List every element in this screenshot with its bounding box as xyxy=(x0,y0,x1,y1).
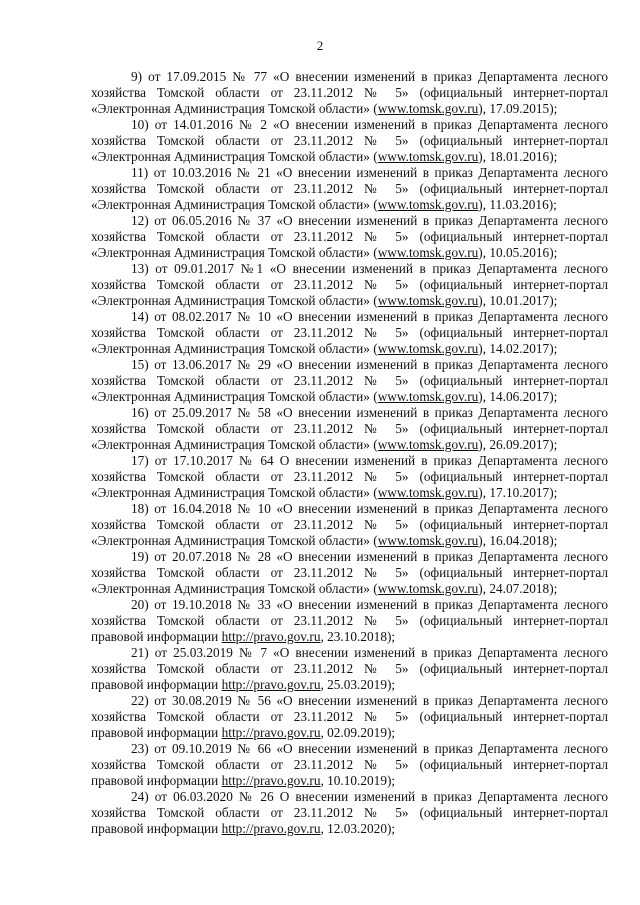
entry-heading-line: 15) от 13.06.2017 № 29 «О внесении изменений в приказ Департамента лесного xyxy=(131,357,608,372)
entry-middle-line: хозяйства Томской области от 23.11.2012 № 5» (официальный интернет-портал xyxy=(91,229,608,244)
source-prefix: правовой информации xyxy=(91,773,222,788)
portal-link[interactable]: http://pravo.gov.ru xyxy=(221,677,321,692)
source-prefix: «Электронная Администрация Томской области» ( xyxy=(91,485,378,500)
portal-link[interactable]: http://pravo.gov.ru xyxy=(221,629,321,644)
entry-heading-line: 20) от 19.10.2018 № 33 «О внесении изменений в приказ Департамента лесного xyxy=(131,597,608,612)
entry-source-line xyxy=(91,533,608,549)
list-item xyxy=(91,693,608,741)
entry-middle-line: хозяйства Томской области от 23.11.2012 № 5» (официальный интернет-портал xyxy=(91,325,608,340)
source-suffix: ), 11.03.2016); xyxy=(478,197,557,212)
entry-middle-line: хозяйства Томской области от 23.11.2012 № 5» (официальный интернет-портал xyxy=(91,469,608,484)
entry-middle-line: хозяйства Томской области от 23.11.2012 № 5» (официальный интернет-портал xyxy=(91,421,608,436)
source-prefix: «Электронная Администрация Томской области» ( xyxy=(91,581,378,596)
entry-heading-line: 19) от 20.07.2018 № 28 «О внесении изменений в приказ Департамента лесного xyxy=(131,549,608,564)
source-suffix: , 12.03.2020); xyxy=(320,821,396,836)
entry-middle-line: хозяйства Томской области от 23.11.2012 № 5» (официальный интернет-портал xyxy=(91,181,608,196)
entry-heading-line: 10) от 14.01.2016 № 2 «О внесении изменений в приказ Департамента лесного xyxy=(131,117,608,132)
source-suffix: ), 17.09.2015); xyxy=(478,101,558,116)
source-prefix: правовой информации xyxy=(91,677,222,692)
entry-source-line xyxy=(91,629,608,645)
source-suffix: , 02.09.2019); xyxy=(320,725,396,740)
list-item xyxy=(91,405,608,453)
source-suffix: ), 24.07.2018); xyxy=(478,581,558,596)
source-suffix: , 10.10.2019); xyxy=(320,773,396,788)
entry-heading-line: 13) от 09.01.2017 №1 «О внесении изменений в приказ Департамента лесного xyxy=(131,261,608,276)
list-item xyxy=(91,501,608,549)
entry-middle-line: хозяйства Томской области от 23.11.2012 № 5» (официальный интернет-портал xyxy=(91,757,608,772)
source-suffix: ), 14.06.2017); xyxy=(478,389,558,404)
entry-heading-line: 17) от 17.10.2017 № 64 О внесении изменений в приказ Департамента лесного xyxy=(131,453,608,468)
entry-source-line xyxy=(91,293,608,309)
entry-heading-line: 22) от 30.08.2019 № 56 «О внесении изменений в приказ Департамента лесного xyxy=(131,693,608,708)
entry-middle-line: хозяйства Томской области от 23.11.2012 № 5» (официальный интернет-портал xyxy=(91,373,608,388)
entry-middle-line: хозяйства Томской области от 23.11.2012 № 5» (официальный интернет-портал xyxy=(91,613,608,628)
portal-link[interactable]: www.tomsk.gov.ru xyxy=(377,341,479,356)
source-suffix: , 23.10.2018); xyxy=(320,629,396,644)
entry-heading-line: 9) от 17.09.2015 № 77 «О внесении изменений в приказ Департамента лесного xyxy=(131,69,608,84)
list-item xyxy=(91,165,608,213)
portal-link[interactable]: www.tomsk.gov.ru xyxy=(377,245,479,260)
list-item xyxy=(91,357,608,405)
portal-link[interactable]: www.tomsk.gov.ru xyxy=(377,149,479,164)
list-item xyxy=(91,117,608,165)
entry-source-line xyxy=(91,149,608,165)
source-prefix: «Электронная Администрация Томской области» ( xyxy=(91,149,378,164)
entry-heading-line: 14) от 08.02.2017 № 10 «О внесении изменений в приказ Департамента лесного xyxy=(131,309,608,324)
source-suffix: ), 16.04.2018); xyxy=(478,533,558,548)
entry-middle-line: хозяйства Томской области от 23.11.2012 № 5» (официальный интернет-портал xyxy=(91,565,608,580)
list-item xyxy=(91,789,608,837)
list-item xyxy=(91,645,608,693)
portal-link[interactable]: http://pravo.gov.ru xyxy=(221,773,321,788)
list-item xyxy=(91,69,608,117)
source-prefix: «Электронная Администрация Томской области» ( xyxy=(91,389,378,404)
source-prefix: правовой информации xyxy=(91,725,222,740)
entry-middle-line: хозяйства Томской области от 23.11.2012 № 5» (официальный интернет-портал xyxy=(91,517,608,532)
entry-source-line xyxy=(91,437,608,453)
entry-source-line xyxy=(91,389,608,405)
portal-link[interactable]: www.tomsk.gov.ru xyxy=(377,533,479,548)
portal-link[interactable]: www.tomsk.gov.ru xyxy=(377,293,479,308)
source-prefix: «Электронная Администрация Томской области» ( xyxy=(91,437,378,452)
amendment-list xyxy=(91,69,608,837)
list-item xyxy=(91,597,608,645)
entry-middle-line: хозяйства Томской области от 23.11.2012 № 5» (официальный интернет-портал xyxy=(91,709,608,724)
source-suffix: , 25.03.2019); xyxy=(320,677,396,692)
source-prefix: правовой информации xyxy=(91,821,222,836)
entry-source-line xyxy=(91,341,608,357)
entry-heading-line: 23) от 09.10.2019 № 66 «О внесении изменений в приказ Департамента лесного xyxy=(131,741,608,756)
source-prefix: «Электронная Администрация Томской области» ( xyxy=(91,245,378,260)
source-prefix: «Электронная Администрация Томской области» ( xyxy=(91,197,378,212)
source-suffix: ), 14.02.2017); xyxy=(478,341,558,356)
portal-link[interactable]: www.tomsk.gov.ru xyxy=(377,581,479,596)
portal-link[interactable]: www.tomsk.gov.ru xyxy=(377,389,479,404)
source-prefix: «Электронная Администрация Томской области» ( xyxy=(91,533,378,548)
portal-link[interactable]: http://pravo.gov.ru xyxy=(221,725,321,740)
entry-heading-line: 12) от 06.05.2016 № 37 «О внесении изменений в приказ Департамента лесного xyxy=(131,213,608,228)
portal-link[interactable]: www.tomsk.gov.ru xyxy=(377,197,479,212)
entry-source-line xyxy=(91,485,608,501)
source-prefix: «Электронная Администрация Томской области» ( xyxy=(91,101,378,116)
list-item xyxy=(91,309,608,357)
entry-middle-line: хозяйства Томской области от 23.11.2012 № 5» (официальный интернет-портал xyxy=(91,133,608,148)
list-item xyxy=(91,549,608,597)
entry-heading-line: 24) от 06.03.2020 № 26 О внесении изменений в приказ Департамента лесного xyxy=(131,789,608,804)
page-number: 2 xyxy=(316,38,324,53)
entry-middle-line: хозяйства Томской области от 23.11.2012 № 5» (официальный интернет-портал xyxy=(91,85,608,100)
portal-link[interactable]: www.tomsk.gov.ru xyxy=(377,437,479,452)
entry-source-line xyxy=(91,773,608,789)
portal-link[interactable]: www.tomsk.gov.ru xyxy=(377,101,479,116)
portal-link[interactable]: www.tomsk.gov.ru xyxy=(377,485,479,500)
entry-middle-line: хозяйства Томской области от 23.11.2012 № 5» (официальный интернет-портал xyxy=(91,277,608,292)
entry-source-line xyxy=(91,101,608,117)
entry-middle-line: хозяйства Томской области от 23.11.2012 № 5» (официальный интернет-портал xyxy=(91,661,608,676)
source-prefix: «Электронная Администрация Томской области» ( xyxy=(91,293,378,308)
list-item xyxy=(91,261,608,309)
source-suffix: ), 17.10.2017); xyxy=(478,485,558,500)
entry-heading-line: 21) от 25.03.2019 № 7 «О внесении изменений в приказ Департамента лесного xyxy=(131,645,608,660)
source-suffix: ), 10.01.2017); xyxy=(478,293,558,308)
entry-heading-line: 18) от 16.04.2018 № 10 «О внесении изменений в приказ Департамента лесного xyxy=(131,501,608,516)
portal-link[interactable]: http://pravo.gov.ru xyxy=(221,821,321,836)
entry-heading-line: 16) от 25.09.2017 № 58 «О внесении изменений в приказ Департамента лесного xyxy=(131,405,608,420)
source-suffix: ), 10.05.2016); xyxy=(478,245,558,260)
entry-source-line xyxy=(91,197,608,213)
entry-source-line xyxy=(91,581,608,597)
list-item xyxy=(91,453,608,501)
entry-source-line xyxy=(91,677,608,693)
entry-source-line xyxy=(91,725,608,741)
list-item xyxy=(91,213,608,261)
entry-heading-line: 11) от 10.03.2016 № 21 «О внесении изменений в приказ Департамента лесного xyxy=(131,165,608,180)
source-suffix: ), 26.09.2017); xyxy=(478,437,558,452)
source-prefix: правовой информации xyxy=(91,629,222,644)
source-suffix: ), 18.01.2016); xyxy=(478,149,558,164)
entry-source-line xyxy=(91,821,608,837)
source-prefix: «Электронная Администрация Томской области» ( xyxy=(91,341,378,356)
entry-source-line xyxy=(91,245,608,261)
entry-middle-line: хозяйства Томской области от 23.11.2012 № 5» (официальный интернет-портал xyxy=(91,805,608,820)
list-item xyxy=(91,741,608,789)
